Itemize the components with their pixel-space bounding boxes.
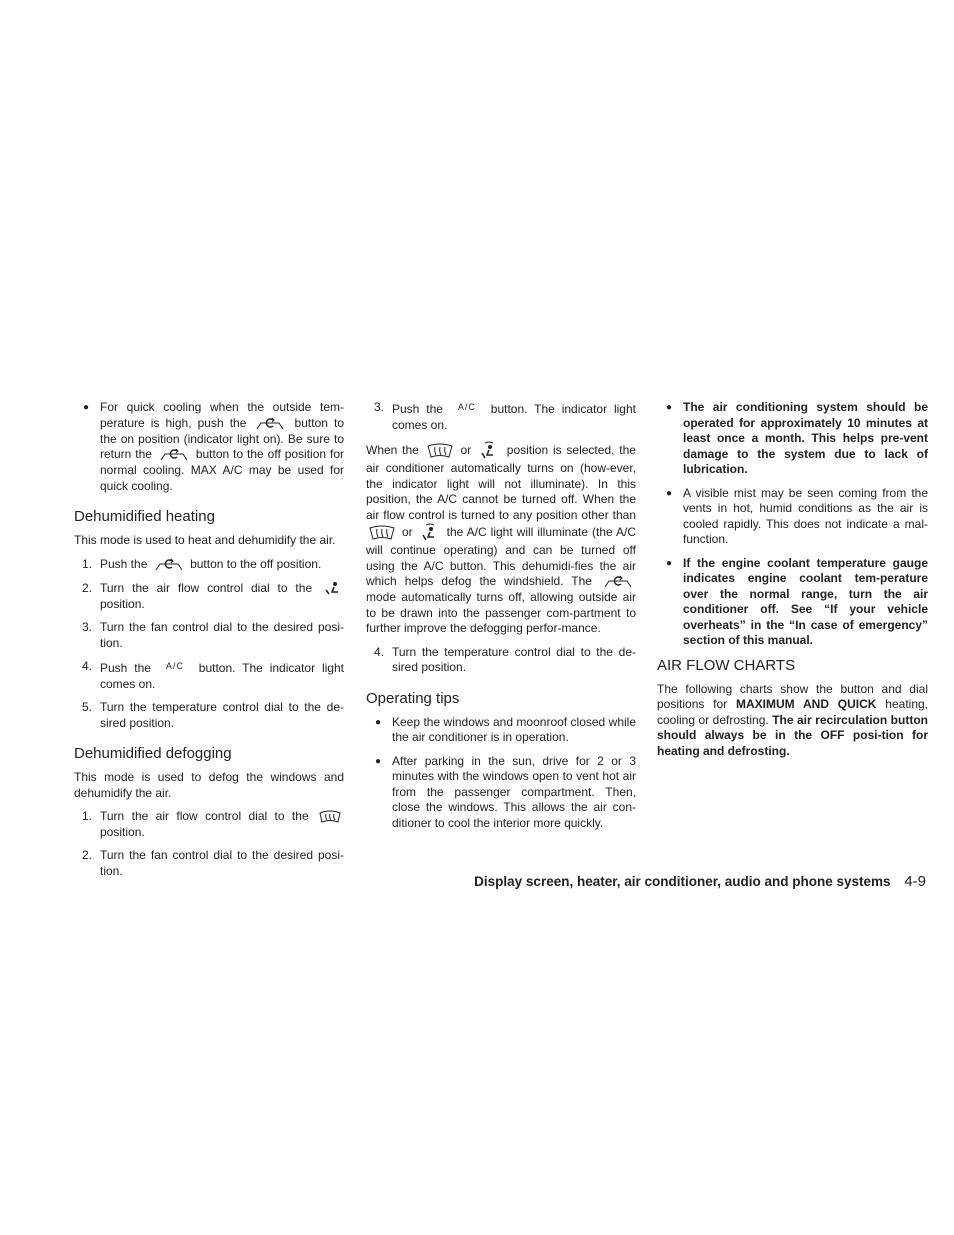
column-left [74, 400, 344, 887]
recirculation-icon [255, 416, 285, 432]
page-footer [474, 873, 926, 890]
list-item: 2. Turn the fan control dial to the desired posi-tion. [82, 848, 344, 878]
paragraph: This mode is used to defog the windows and dehumidify the air. [74, 770, 344, 800]
recirculation-icon [159, 447, 189, 463]
bullet-icon: ● [666, 557, 673, 569]
list-item: ● A visible mist may be seen coming from the vents in hot, humid conditions as the air is cooled rapidly. This does not indicate a mal-function. [666, 485, 928, 546]
recirculation-icon [603, 574, 633, 590]
front-defroster-icon [369, 525, 395, 541]
section-heading: Operating tips [366, 689, 460, 707]
bullet-icon: ● [666, 402, 673, 413]
list-item: 4. Push the A/C button. The indicator light comes on. [82, 659, 344, 691]
section-heading: Dehumidified defogging [74, 745, 232, 762]
list-item: ● The air conditioning system should be operated for approximately 10 minutes at least once a month. This helps pre-vent damage to the system due to lack of lubrication. [666, 400, 928, 476]
list-item: 3. Turn the fan control dial to the desired posi-tion. [82, 620, 344, 650]
list-item: ● If the engine coolant temperature gauge indicates engine coolant tem-perature over the normal range, turn the air conditioner off. See “If your vehicle overheats” in the “In case of emergency” section of this manual. [666, 555, 928, 647]
front-defroster-icon [319, 810, 341, 824]
list-item: 1. Push the button to the off position. [82, 556, 322, 571]
ac-icon: A/C [165, 661, 184, 671]
bullet-icon: ● [375, 716, 382, 728]
paragraph: This mode is used to heat and dehumidify the air. [74, 533, 336, 547]
floor-defroster-icon [420, 523, 440, 543]
list-item: ● Keep the windows and moonroof closed while the air conditioner is in operation. [375, 714, 636, 744]
footer-title: Display screen, heater, air conditioner, audio and phone systems [474, 874, 891, 889]
floor-defroster-icon [479, 441, 499, 461]
list-item: 4. Turn the temperature control dial to the de-sired position. [374, 644, 636, 674]
list-item: ● After parking in the sun, drive for 2 or 3 minutes with the windows open to vent hot air from the passenger compartment. Then, close the windows. This allows the air con-ditioner to cool the interior more quickly. [375, 753, 636, 830]
list-item: 5. Turn the temperature control dial to the de-sired position. [82, 700, 344, 730]
floor-vent-icon [323, 581, 341, 597]
list-item: 3. Push the A/C button. The indicator light comes on. [374, 400, 636, 432]
paragraph: When the or position is selected, the air conditioner automatically turns on (how-ever, the indicator light will not illuminate). In this position, the A/C cannot be turned off. When the air flow control is turned to any position other than or the A/C light will illuminate (the A/C will continue operating) and can be turned off using the A/C button. This dehumidi-fies the air which helps defog the windshield. The mode automatically turns off, allowing outside air to be drawn into the passenger com-partment to further improve the defogging perfor-mance. [366, 441, 636, 637]
list-item: ● For quick cooling when the outside tem-perature is high, push the button to the on position (indicator light on). Be sure to return the button to the off position for normal cooling. MAX A/C may be used for quick cooling. [83, 400, 344, 493]
paragraph: The following charts show the button and dial positions for MAXIMUM AND QUICK heating, cooling or defrosting. The air recirculation button should always be in the OFF posi-tion for heating and defrosting. [657, 681, 928, 758]
bullet-icon: ● [83, 402, 90, 413]
front-defroster-icon [427, 443, 453, 459]
bullet-icon: ● [375, 755, 382, 767]
page-number: 4-9 [904, 873, 926, 890]
bullet-icon: ● [666, 487, 673, 499]
column-right [657, 400, 928, 759]
column-middle [366, 400, 636, 839]
recirculation-icon [154, 557, 184, 573]
section-heading: AIR FLOW CHARTS [657, 656, 796, 674]
list-item: 1. Turn the air flow control dial to the position. [74, 809, 344, 840]
section-heading: Dehumidified heating [74, 508, 215, 525]
ac-icon: A/C [457, 402, 476, 412]
list-item: 2. Turn the air flow control dial to the position. [74, 581, 344, 613]
